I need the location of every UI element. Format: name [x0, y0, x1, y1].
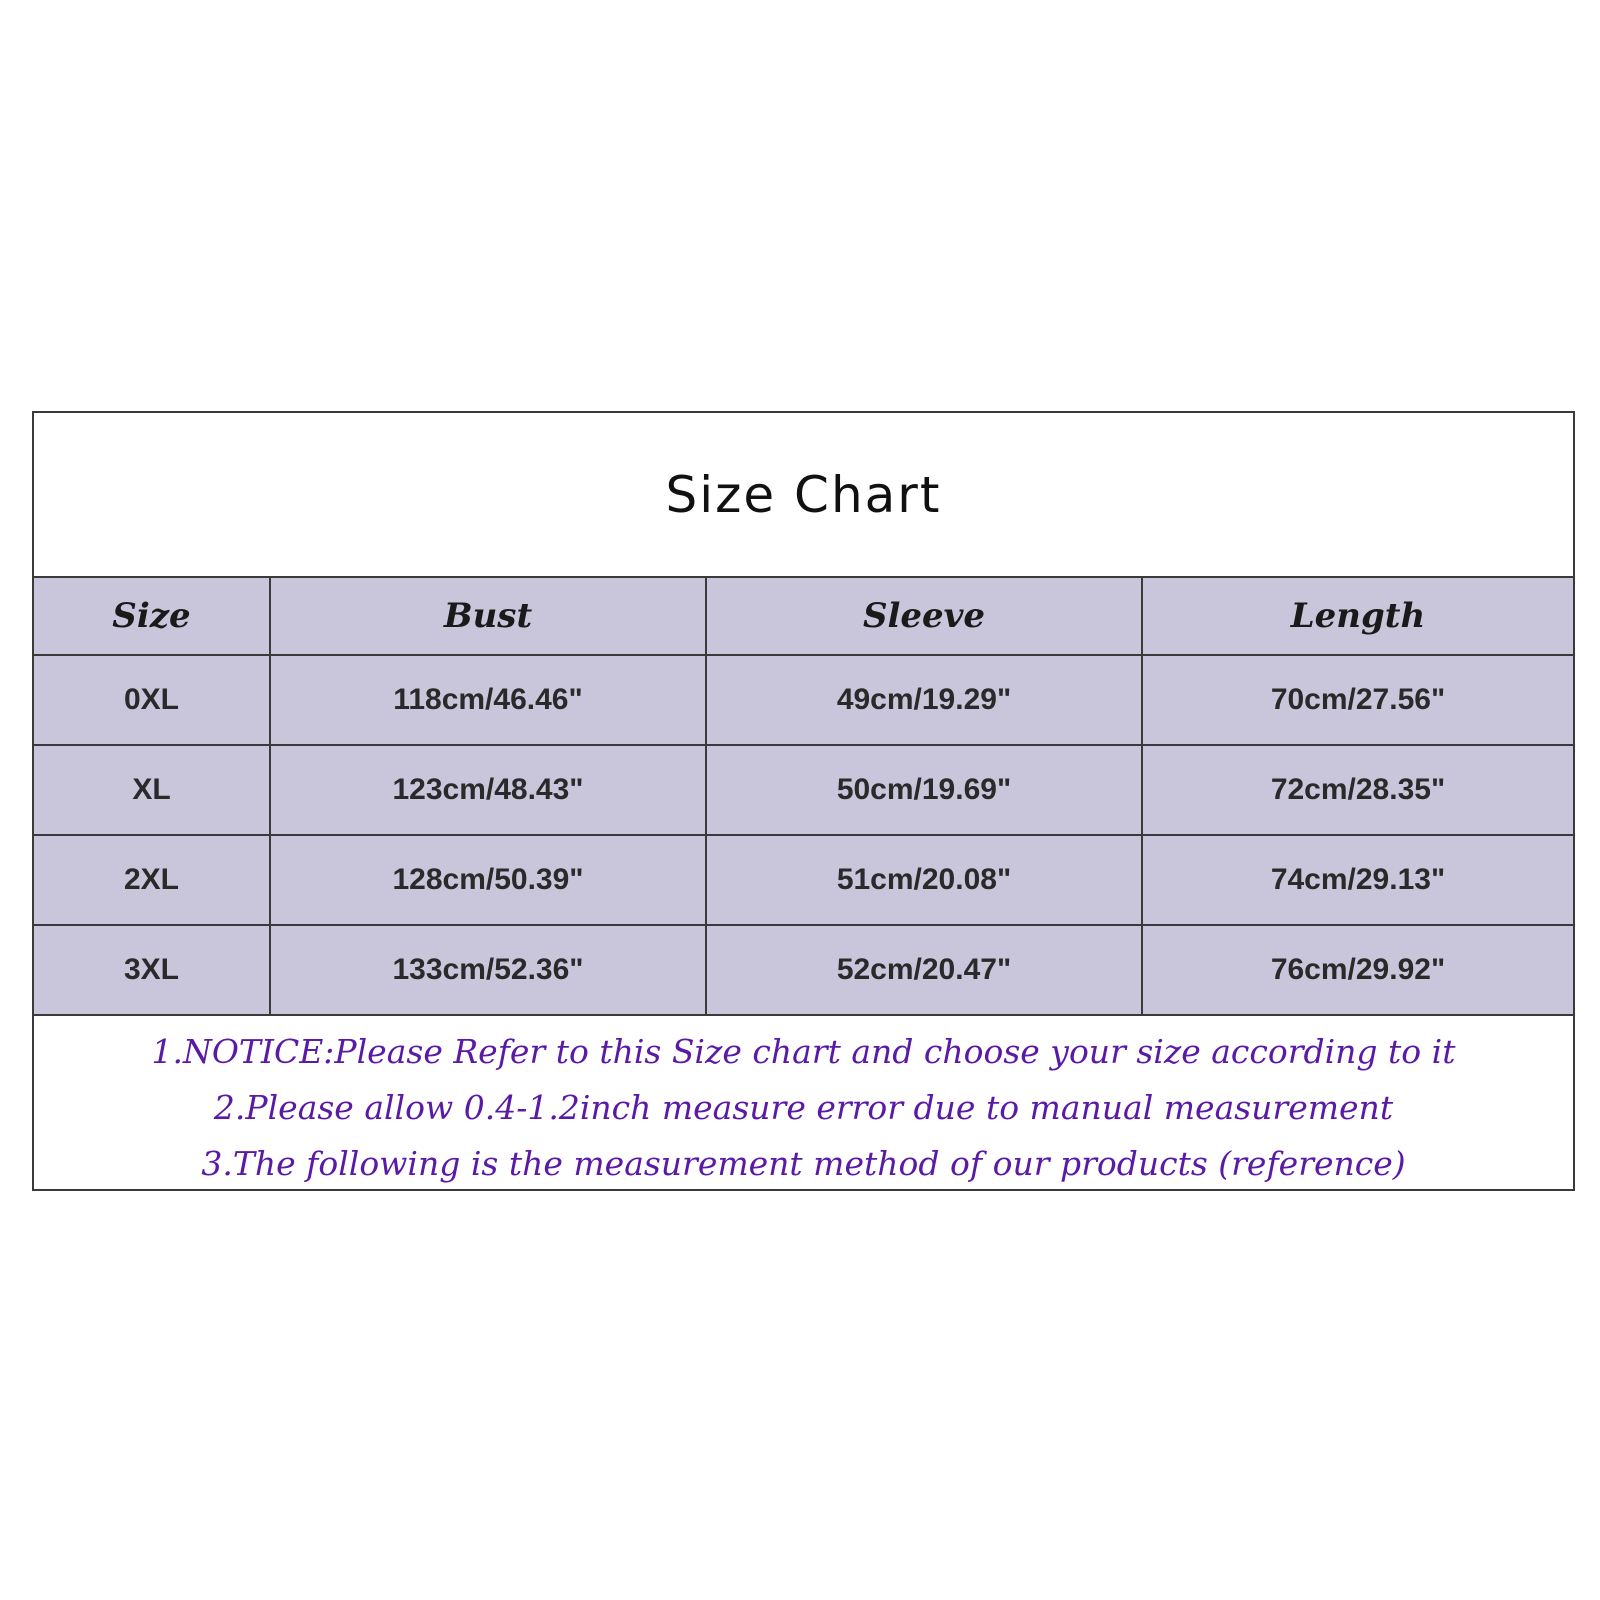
note-measurement-method: 3.The following is the measurement method of our products (reference) [201, 1144, 1406, 1183]
notes-section [34, 1016, 1573, 1192]
table-row [34, 655, 1573, 745]
note-notice: 1.NOTICE:Please Refer to this Size chart and choose your size according to it [151, 1032, 1456, 1071]
note-measure-error: 2.Please allow 0.4-1.2inch measure error due to manual measurement [213, 1088, 1394, 1127]
cell-bust: 123cm/48.43" [270, 745, 706, 835]
title-area [34, 413, 1573, 578]
cell-length: 74cm/29.13" [1142, 835, 1573, 925]
header-sleeve: Sleeve [706, 578, 1142, 655]
cell-length: 72cm/28.35" [1142, 745, 1573, 835]
cell-bust: 128cm/50.39" [270, 835, 706, 925]
cell-size: 0XL [34, 655, 270, 745]
header-size: Size [34, 578, 270, 655]
cell-sleeve: 52cm/20.47" [706, 925, 1142, 1015]
cell-length: 76cm/29.92" [1142, 925, 1573, 1015]
cell-size: 3XL [34, 925, 270, 1015]
size-chart [32, 411, 1575, 1191]
cell-size: 2XL [34, 835, 270, 925]
header-bust: Bust [270, 578, 706, 655]
header-length: Length [1142, 578, 1573, 655]
table-row [34, 835, 1573, 925]
cell-sleeve: 49cm/19.29" [706, 655, 1142, 745]
cell-sleeve: 50cm/19.69" [706, 745, 1142, 835]
chart-title: Size Chart [665, 465, 942, 524]
cell-length: 70cm/27.56" [1142, 655, 1573, 745]
cell-sleeve: 51cm/20.08" [706, 835, 1142, 925]
size-table [34, 578, 1573, 1016]
cell-bust: 118cm/46.46" [270, 655, 706, 745]
table-row [34, 745, 1573, 835]
cell-size: XL [34, 745, 270, 835]
cell-bust: 133cm/52.36" [270, 925, 706, 1015]
table-row [34, 925, 1573, 1015]
table-header-row [34, 578, 1573, 655]
